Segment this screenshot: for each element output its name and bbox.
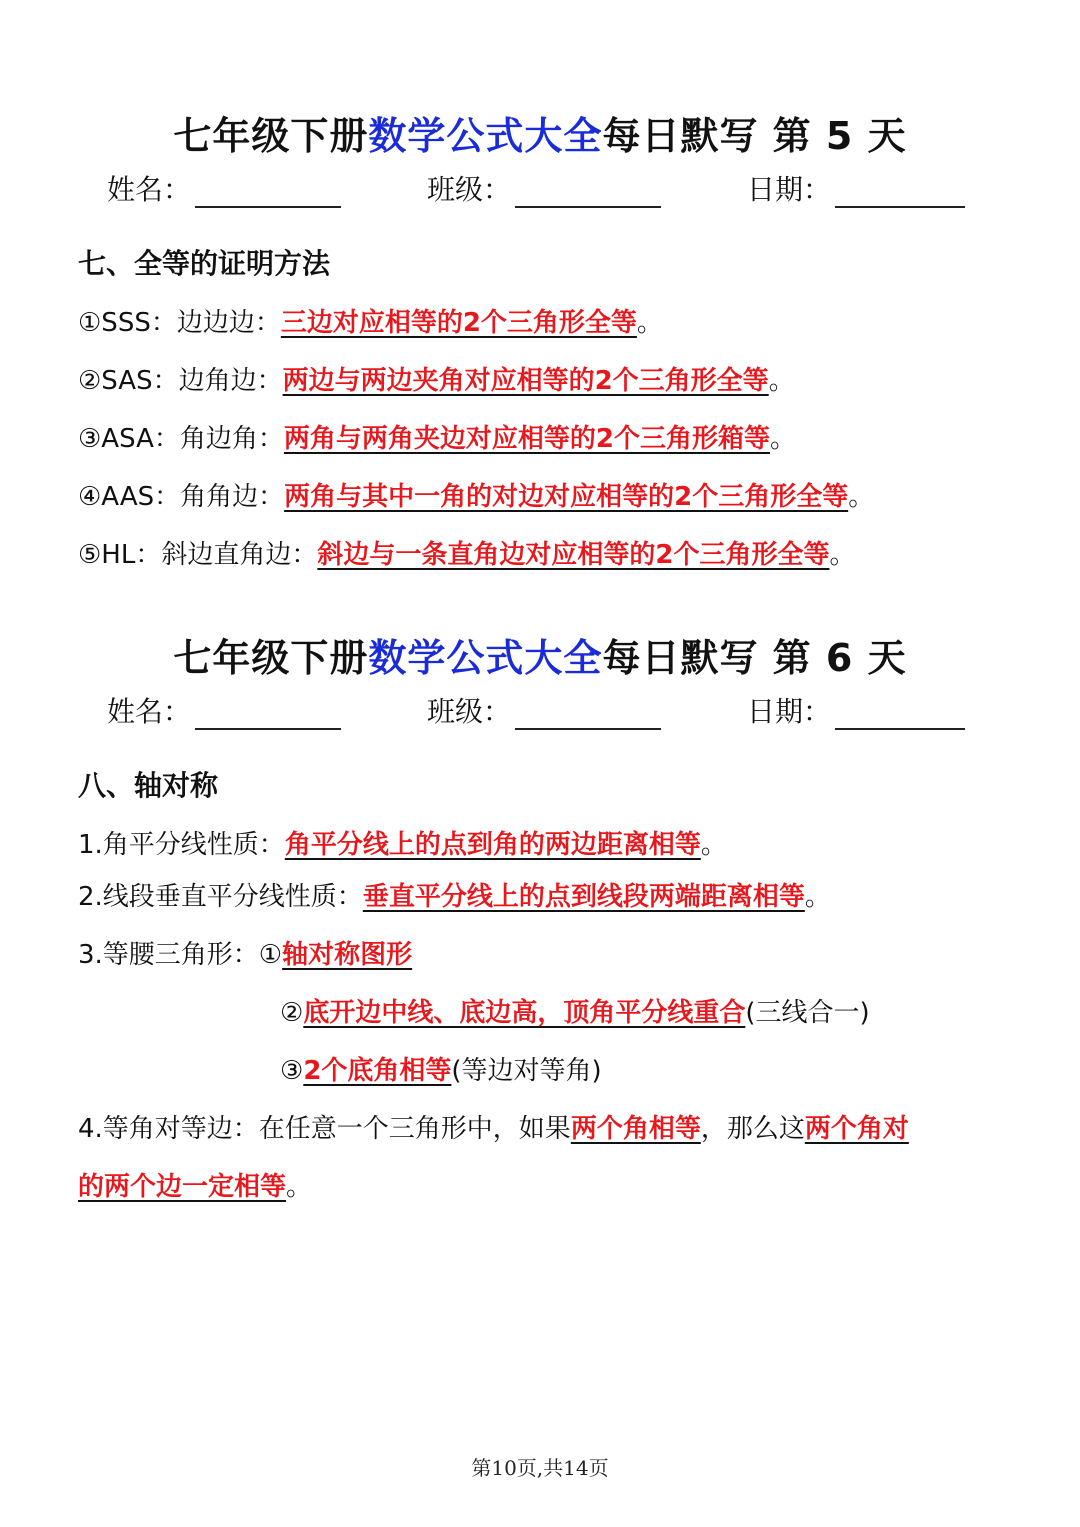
day5-item-4 — [78, 476, 874, 513]
page-number-footer: 第10页,共14页 — [471, 1456, 609, 1480]
title-suffix: 每日默写 第 5 天 — [602, 114, 907, 158]
item-end: 。 — [636, 308, 663, 338]
day5-item-5 — [78, 534, 855, 571]
class-label: 班级： — [427, 173, 512, 206]
item-end: 。 — [700, 830, 727, 860]
day6-item-4-cont — [78, 1166, 312, 1203]
item-answer: 两个角相等 — [570, 1114, 701, 1144]
day5-item-2 — [78, 360, 795, 397]
day6-item-2 — [78, 876, 831, 913]
class-blank[interactable] — [515, 700, 661, 730]
class-blank[interactable] — [515, 178, 661, 208]
item-end: 。 — [286, 1172, 313, 1202]
item-answer: 两个角对 — [804, 1114, 909, 1144]
name-field — [107, 690, 341, 730]
date-blank[interactable] — [835, 700, 965, 730]
item-answer: 2个底角相等 — [303, 1056, 452, 1086]
date-field — [747, 690, 965, 730]
item-label: ④AAS：角角边： — [78, 482, 285, 512]
day5-title — [0, 105, 1080, 160]
item-label: ②SAS：边角边： — [78, 366, 283, 396]
item-answer: 三边对应相等的2个三角形全等 — [280, 308, 637, 338]
day5-item-1 — [78, 302, 663, 339]
date-blank[interactable] — [835, 178, 965, 208]
item-answer: 角平分线上的点到角的两边距离相等 — [284, 830, 701, 860]
class-field — [427, 168, 661, 208]
item-end: 。 — [848, 482, 875, 512]
date-label: 日期： — [747, 173, 832, 206]
item-label: ② — [280, 998, 304, 1028]
item-label: 1.角平分线性质： — [78, 830, 285, 860]
date-label: 日期： — [747, 695, 832, 728]
day6-title — [0, 627, 1080, 682]
title-prefix: 七年级下册 — [173, 636, 369, 680]
item-end: (三线合一) — [745, 998, 870, 1028]
day6-item-3c — [280, 1050, 602, 1087]
item-answer: 垂直平分线上的点到线段两端距离相等 — [362, 882, 805, 912]
day6-item-1 — [78, 824, 727, 861]
day6-item-3b — [280, 992, 870, 1029]
day5-info-row — [0, 168, 1080, 208]
day6-item-3 — [78, 934, 412, 971]
item-label: ③ — [280, 1056, 304, 1086]
item-answer: 轴对称图形 — [282, 940, 413, 970]
item-end: 。 — [829, 540, 856, 570]
item-answer: 两角与其中一角的对边对应相等的2个三角形全等 — [284, 482, 849, 512]
day5-item-3 — [78, 418, 796, 455]
day6-section-heading: 八、轴对称 — [78, 769, 219, 802]
item-label: ①SSS：边边边： — [78, 308, 281, 338]
name-label: 姓名： — [107, 695, 192, 728]
title-suffix: 每日默写 第 6 天 — [602, 636, 907, 680]
item-end: 。 — [769, 424, 796, 454]
item-end: (等边对等角) — [451, 1056, 602, 1086]
item-label: 2.线段垂直平分线性质： — [78, 882, 363, 912]
name-blank[interactable] — [195, 700, 341, 730]
day5-section-heading: 七、全等的证明方法 — [78, 247, 331, 280]
item-answer: 两角与两角夹边对应相等的2个三角形箱等 — [283, 424, 770, 454]
title-prefix: 七年级下册 — [173, 114, 369, 158]
item-answer: 底开边中线、底边高，顶角平分线重合 — [303, 998, 746, 1028]
name-field — [107, 168, 341, 208]
class-field — [427, 690, 661, 730]
class-label: 班级： — [427, 695, 512, 728]
day6-info-row — [0, 690, 1080, 730]
item-answer: 的两个边一定相等 — [78, 1172, 287, 1202]
date-field — [747, 168, 965, 208]
item-label: ⑤HL：斜边直角边： — [78, 540, 318, 570]
title-highlight: 数学公式大全 — [368, 114, 603, 158]
item-label: ③ASA：角边角： — [78, 424, 284, 454]
item-label: 3.等腰三角形：① — [78, 940, 283, 970]
item-end: 。 — [768, 366, 795, 396]
name-label: 姓名： — [107, 173, 192, 206]
item-answer: 斜边与一条直角边对应相等的2个三角形全等 — [317, 540, 830, 570]
item-answer: 两边与两边夹角对应相等的2个三角形全等 — [282, 366, 769, 396]
title-highlight: 数学公式大全 — [368, 636, 603, 680]
item-end: 。 — [804, 882, 831, 912]
name-blank[interactable] — [195, 178, 341, 208]
item-mid: ，那么这 — [700, 1114, 805, 1144]
day6-item-4 — [78, 1108, 909, 1145]
item-label: 4.等角对等边：在任意一个三角形中，如果 — [78, 1114, 571, 1144]
